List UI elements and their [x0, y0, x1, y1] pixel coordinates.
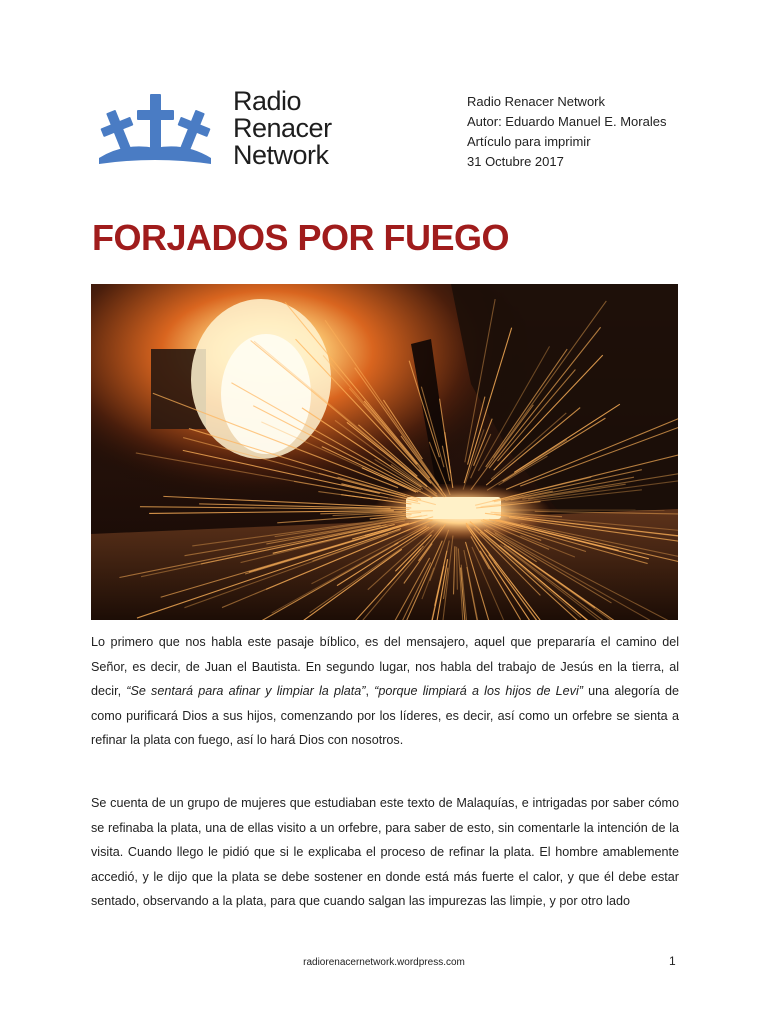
- hero-image: [91, 284, 678, 620]
- site-logo: [95, 88, 365, 178]
- three-crosses-icon: [95, 92, 215, 170]
- paragraph-2-text: Se cuenta de un grupo de mujeres que estudiaban este texto de Malaquías, e intrigadas por saber cómo se refinaba la plata, una de ellas visito a un orfebre, para saber de esto, sin comentarle la intención de la visita. Cuando llego le pidió que si le explicaba el proceso de refinar la plata. El hombre amablemente accedió, y le dijo que la plata se debe sostener en donde está más fuerte el calor, y que él debe estar sentado, observando a la plata, para que cuando salgan las impurezas las limpie, y por otro lado: [91, 796, 679, 909]
- paragraph-1: [91, 630, 679, 753]
- forge-sparks-photo: [91, 284, 678, 620]
- page-title: FORJADOS POR FUEGO: [92, 217, 510, 258]
- paragraph-2: [91, 791, 679, 914]
- meta-site-name: Radio Renacer Network: [467, 94, 606, 109]
- paragraph-1-separator: ,: [365, 684, 375, 699]
- meta-author-label: Autor:: [467, 114, 502, 129]
- article-meta: [467, 92, 666, 172]
- logo-wordmark: [233, 88, 332, 169]
- logo-line-1: Radio: [233, 86, 302, 116]
- paragraph-1-quote-1: “Se sentará para afinar y limpiar la plata”: [126, 684, 366, 699]
- paragraph-1-text-a: Lo primero que nos habla este pasaje bíblico, es del mensajero, aquel que prepararía el camino del Señor, es decir, de Juan el Bautista. En segundo lugar, nos habla del trabajo de Jesús en la tierra, al decir,: [91, 635, 679, 699]
- spark: [457, 547, 458, 590]
- meta-author-value: Eduardo Manuel E. Morales: [501, 114, 667, 129]
- logo-line-3: Network: [233, 140, 329, 170]
- meta-article-type: Artículo para imprimir: [467, 134, 591, 149]
- meta-date: 31 Octubre 2017: [467, 154, 564, 169]
- paragraph-1-quote-2: “porque limpiará a los hijos de Levi”: [374, 684, 583, 699]
- logo-line-2: Renacer: [233, 113, 332, 143]
- meta-author: [467, 112, 666, 132]
- paragraph-1-text-b: una alegoría de como purificará Dios a sus hijos, comenzando por los líderes, es decir, así como un orfebre se sienta a refinar la plata con fuego, así lo hará Dios con nosotros.: [91, 684, 680, 748]
- page-number: 1: [669, 954, 676, 968]
- footer-url: radiorenacernetwork.wordpress.com: [303, 957, 465, 968]
